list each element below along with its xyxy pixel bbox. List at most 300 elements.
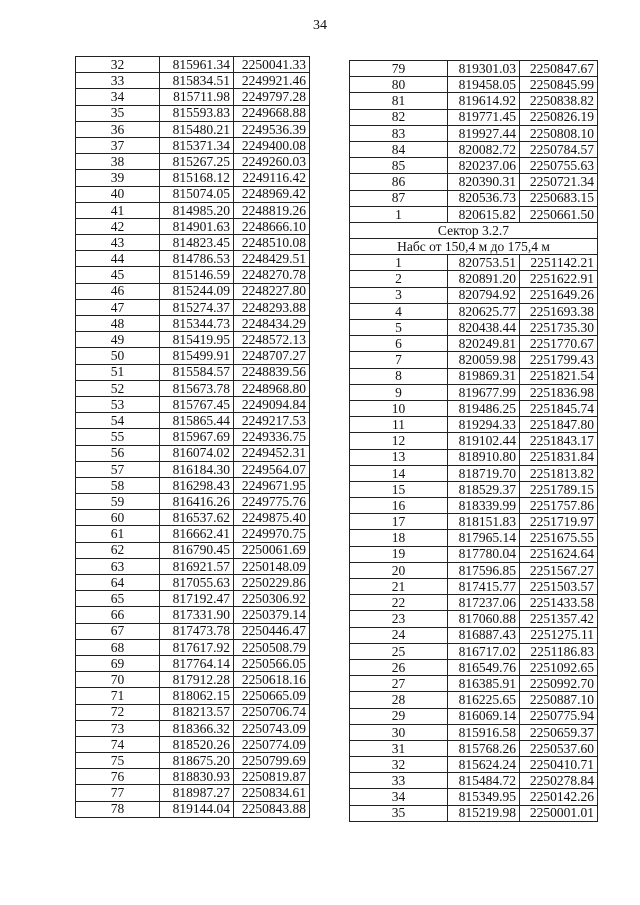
x-coordinate: 815267.25 — [160, 154, 234, 170]
table-row — [350, 255, 598, 271]
table-row — [350, 708, 598, 724]
point-number: 63 — [76, 558, 160, 574]
table-row — [76, 542, 310, 558]
point-number: 65 — [76, 591, 160, 607]
x-coordinate: 818520.26 — [160, 736, 234, 752]
coordinates-table-left — [75, 56, 310, 818]
point-number: 73 — [76, 720, 160, 736]
x-coordinate: 815168.12 — [160, 170, 234, 186]
x-coordinate: 819458.05 — [448, 77, 520, 93]
point-number: 60 — [76, 510, 160, 526]
x-coordinate: 818719.70 — [448, 465, 520, 481]
x-coordinate: 818366.32 — [160, 720, 234, 736]
x-coordinate: 814823.45 — [160, 235, 234, 251]
table-row — [350, 93, 598, 109]
y-coordinate: 2251092.65 — [520, 659, 598, 675]
point-number: 31 — [350, 740, 448, 756]
table-row — [76, 575, 310, 591]
x-coordinate: 818529.37 — [448, 481, 520, 497]
table-row — [76, 89, 310, 105]
y-coordinate: 2251799.43 — [520, 352, 598, 368]
point-number: 13 — [350, 449, 448, 465]
y-coordinate: 2250799.69 — [234, 753, 310, 769]
x-coordinate: 820438.44 — [448, 320, 520, 336]
y-coordinate: 2250659.37 — [520, 724, 598, 740]
y-coordinate: 2250838.82 — [520, 93, 598, 109]
x-coordinate: 815244.09 — [160, 283, 234, 299]
x-coordinate: 816921.57 — [160, 558, 234, 574]
point-number: 33 — [76, 73, 160, 89]
table-row — [76, 251, 310, 267]
table-row — [76, 753, 310, 769]
y-coordinate: 2248666.10 — [234, 218, 310, 234]
point-number: 52 — [76, 380, 160, 396]
table-row — [350, 514, 598, 530]
y-coordinate: 2250845.99 — [520, 77, 598, 93]
x-coordinate: 819771.45 — [448, 109, 520, 125]
point-number: 33 — [350, 773, 448, 789]
y-coordinate: 2249116.42 — [234, 170, 310, 186]
y-coordinate: 2251503.57 — [520, 579, 598, 595]
table-row — [76, 154, 310, 170]
table-row — [76, 607, 310, 623]
y-coordinate: 2248969.42 — [234, 186, 310, 202]
table-row — [350, 659, 598, 675]
point-number: 43 — [76, 235, 160, 251]
table-row — [350, 740, 598, 756]
table-row — [350, 303, 598, 319]
table-row — [76, 105, 310, 121]
table-row — [76, 413, 310, 429]
table-row — [350, 384, 598, 400]
y-coordinate: 2250306.92 — [234, 591, 310, 607]
table-row — [76, 494, 310, 510]
table-row — [350, 773, 598, 789]
y-coordinate: 2248270.78 — [234, 267, 310, 283]
x-coordinate: 817473.78 — [160, 623, 234, 639]
table-row — [76, 396, 310, 412]
table-row — [76, 736, 310, 752]
x-coordinate: 816385.91 — [448, 676, 520, 692]
point-number: 49 — [76, 332, 160, 348]
x-coordinate: 818213.57 — [160, 704, 234, 720]
point-number: 55 — [76, 429, 160, 445]
point-number: 85 — [350, 158, 448, 174]
point-number: 35 — [350, 805, 448, 821]
point-number: 64 — [76, 575, 160, 591]
x-coordinate: 815834.51 — [160, 73, 234, 89]
x-coordinate: 819301.03 — [448, 61, 520, 77]
y-coordinate: 2249970.75 — [234, 526, 310, 542]
x-coordinate: 817331.90 — [160, 607, 234, 623]
y-coordinate: 2251649.26 — [520, 287, 598, 303]
point-number: 79 — [350, 61, 448, 77]
y-coordinate: 2250508.79 — [234, 639, 310, 655]
point-number: 51 — [76, 364, 160, 380]
point-number: 39 — [76, 170, 160, 186]
y-coordinate: 2248293.88 — [234, 299, 310, 315]
table-row — [350, 368, 598, 384]
point-number: 34 — [76, 89, 160, 105]
y-coordinate: 2250826.19 — [520, 109, 598, 125]
section-row — [350, 222, 598, 238]
x-coordinate: 814901.63 — [160, 218, 234, 234]
point-number: 17 — [350, 514, 448, 530]
table-row — [350, 61, 598, 77]
point-number: 81 — [350, 93, 448, 109]
y-coordinate: 2250808.10 — [520, 125, 598, 141]
page-number: 34 — [313, 18, 327, 33]
x-coordinate: 819614.92 — [448, 93, 520, 109]
x-coordinate: 816549.76 — [448, 659, 520, 675]
table-row — [76, 186, 310, 202]
x-coordinate: 815673.78 — [160, 380, 234, 396]
point-number: 34 — [350, 789, 448, 805]
section-row — [350, 239, 598, 255]
point-number: 80 — [350, 77, 448, 93]
x-coordinate: 816416.26 — [160, 494, 234, 510]
point-number: 29 — [350, 708, 448, 724]
y-coordinate: 2248429.51 — [234, 251, 310, 267]
x-coordinate: 815711.98 — [160, 89, 234, 105]
point-number: 32 — [350, 757, 448, 773]
x-coordinate: 815344.73 — [160, 316, 234, 332]
table-row — [350, 481, 598, 497]
point-number: 6 — [350, 336, 448, 352]
point-number: 71 — [76, 688, 160, 704]
table-row — [76, 73, 310, 89]
point-number: 35 — [76, 105, 160, 121]
x-coordinate: 815916.58 — [448, 724, 520, 740]
y-coordinate: 2251770.67 — [520, 336, 598, 352]
table-row — [76, 364, 310, 380]
y-coordinate: 2250446.47 — [234, 623, 310, 639]
y-coordinate: 2251843.17 — [520, 433, 598, 449]
x-coordinate: 815624.24 — [448, 757, 520, 773]
x-coordinate: 815768.26 — [448, 740, 520, 756]
y-coordinate: 2249094.84 — [234, 396, 310, 412]
y-coordinate: 2249564.07 — [234, 461, 310, 477]
table-row — [76, 57, 310, 73]
table-row — [76, 510, 310, 526]
x-coordinate: 820059.98 — [448, 352, 520, 368]
table-row — [76, 704, 310, 720]
point-number: 62 — [76, 542, 160, 558]
y-coordinate: 2251433.58 — [520, 595, 598, 611]
y-coordinate: 2249668.88 — [234, 105, 310, 121]
table-row — [76, 720, 310, 736]
y-coordinate: 2248434.29 — [234, 316, 310, 332]
point-number: 19 — [350, 546, 448, 562]
y-coordinate: 2250992.70 — [520, 676, 598, 692]
y-coordinate: 2248227.80 — [234, 283, 310, 299]
y-coordinate: 2249336.75 — [234, 429, 310, 445]
y-coordinate: 2249775.76 — [234, 494, 310, 510]
point-number: 25 — [350, 643, 448, 659]
point-number: 58 — [76, 477, 160, 493]
table-row — [350, 805, 598, 821]
y-coordinate: 2251789.15 — [520, 481, 598, 497]
y-coordinate: 2249797.28 — [234, 89, 310, 105]
y-coordinate: 2250410.71 — [520, 757, 598, 773]
y-coordinate: 2251275.11 — [520, 627, 598, 643]
point-number: 48 — [76, 316, 160, 332]
x-coordinate: 819927.44 — [448, 125, 520, 141]
point-number: 21 — [350, 579, 448, 595]
x-coordinate: 815593.83 — [160, 105, 234, 121]
point-number: 7 — [350, 352, 448, 368]
point-number: 75 — [76, 753, 160, 769]
y-coordinate: 2250774.09 — [234, 736, 310, 752]
point-number: 28 — [350, 692, 448, 708]
table-row — [350, 109, 598, 125]
table-row — [76, 380, 310, 396]
coordinates-table-right — [349, 60, 598, 822]
point-number: 27 — [350, 676, 448, 692]
y-coordinate: 2251567.27 — [520, 562, 598, 578]
table-row — [76, 672, 310, 688]
x-coordinate: 820891.20 — [448, 271, 520, 287]
point-number: 87 — [350, 190, 448, 206]
sector-height-range: Набс от 150,4 м до 175,4 м — [350, 239, 598, 255]
x-coordinate: 820390.31 — [448, 174, 520, 190]
y-coordinate: 2251624.64 — [520, 546, 598, 562]
table-row — [76, 218, 310, 234]
table-row — [350, 789, 598, 805]
point-number: 56 — [76, 445, 160, 461]
table-row — [350, 530, 598, 546]
y-coordinate: 2251142.21 — [520, 255, 598, 271]
point-number: 2 — [350, 271, 448, 287]
point-number: 83 — [350, 125, 448, 141]
y-coordinate: 2251357.42 — [520, 611, 598, 627]
sector-title: Сектор 3.2.7 — [350, 222, 598, 238]
x-coordinate: 815961.34 — [160, 57, 234, 73]
point-number: 1 — [350, 255, 448, 271]
point-number: 41 — [76, 202, 160, 218]
table-row — [76, 461, 310, 477]
table-row — [350, 676, 598, 692]
x-coordinate: 819144.04 — [160, 801, 234, 817]
table-row — [350, 174, 598, 190]
x-coordinate: 815074.05 — [160, 186, 234, 202]
y-coordinate: 2249536.39 — [234, 121, 310, 137]
y-coordinate: 2250847.67 — [520, 61, 598, 77]
table-row — [350, 757, 598, 773]
y-coordinate: 2251831.84 — [520, 449, 598, 465]
table-row — [350, 206, 598, 222]
table-row — [350, 611, 598, 627]
table-row — [76, 332, 310, 348]
point-number: 37 — [76, 137, 160, 153]
y-coordinate: 2251719.97 — [520, 514, 598, 530]
x-coordinate: 820794.92 — [448, 287, 520, 303]
point-number: 30 — [350, 724, 448, 740]
point-number: 74 — [76, 736, 160, 752]
table-row — [350, 643, 598, 659]
point-number: 5 — [350, 320, 448, 336]
x-coordinate: 817192.47 — [160, 591, 234, 607]
x-coordinate: 815219.98 — [448, 805, 520, 821]
x-coordinate: 817764.14 — [160, 655, 234, 671]
table-row — [76, 137, 310, 153]
table-row — [350, 595, 598, 611]
point-number: 77 — [76, 785, 160, 801]
table-row — [350, 158, 598, 174]
point-number: 36 — [76, 121, 160, 137]
table-row — [76, 688, 310, 704]
point-number: 68 — [76, 639, 160, 655]
y-coordinate: 2250887.10 — [520, 692, 598, 708]
table-row — [350, 352, 598, 368]
point-number: 54 — [76, 413, 160, 429]
point-number: 76 — [76, 769, 160, 785]
table-row — [76, 769, 310, 785]
x-coordinate: 819486.25 — [448, 400, 520, 416]
x-coordinate: 815349.95 — [448, 789, 520, 805]
x-coordinate: 816184.30 — [160, 461, 234, 477]
point-number: 47 — [76, 299, 160, 315]
point-number: 40 — [76, 186, 160, 202]
x-coordinate: 818910.80 — [448, 449, 520, 465]
y-coordinate: 2250061.69 — [234, 542, 310, 558]
x-coordinate: 820237.06 — [448, 158, 520, 174]
table-row — [350, 692, 598, 708]
x-coordinate: 819102.44 — [448, 433, 520, 449]
y-coordinate: 2251821.54 — [520, 368, 598, 384]
point-number: 61 — [76, 526, 160, 542]
y-coordinate: 2249217.53 — [234, 413, 310, 429]
point-number: 12 — [350, 433, 448, 449]
point-number: 70 — [76, 672, 160, 688]
table-row — [76, 429, 310, 445]
point-number: 8 — [350, 368, 448, 384]
y-coordinate: 2248968.80 — [234, 380, 310, 396]
x-coordinate: 817780.04 — [448, 546, 520, 562]
y-coordinate: 2251813.82 — [520, 465, 598, 481]
x-coordinate: 815419.95 — [160, 332, 234, 348]
y-coordinate: 2249400.08 — [234, 137, 310, 153]
x-coordinate: 817055.63 — [160, 575, 234, 591]
y-coordinate: 2248819.26 — [234, 202, 310, 218]
y-coordinate: 2250665.09 — [234, 688, 310, 704]
point-number: 86 — [350, 174, 448, 190]
x-coordinate: 820536.73 — [448, 190, 520, 206]
x-coordinate: 818339.99 — [448, 498, 520, 514]
x-coordinate: 817617.92 — [160, 639, 234, 655]
point-number: 23 — [350, 611, 448, 627]
table-row — [76, 558, 310, 574]
y-coordinate: 2250706.74 — [234, 704, 310, 720]
table-row — [76, 655, 310, 671]
y-coordinate: 2248839.56 — [234, 364, 310, 380]
point-number: 69 — [76, 655, 160, 671]
x-coordinate: 815274.37 — [160, 299, 234, 315]
y-coordinate: 2250566.05 — [234, 655, 310, 671]
point-number: 24 — [350, 627, 448, 643]
y-coordinate: 2249875.40 — [234, 510, 310, 526]
table-row — [76, 785, 310, 801]
y-coordinate: 2250001.01 — [520, 805, 598, 821]
point-number: 18 — [350, 530, 448, 546]
table-row — [76, 639, 310, 655]
y-coordinate: 2251757.86 — [520, 498, 598, 514]
point-number: 46 — [76, 283, 160, 299]
x-coordinate: 815584.57 — [160, 364, 234, 380]
table-row — [350, 336, 598, 352]
table-row — [350, 433, 598, 449]
point-number: 15 — [350, 481, 448, 497]
point-number: 53 — [76, 396, 160, 412]
table-row — [76, 348, 310, 364]
x-coordinate: 820625.77 — [448, 303, 520, 319]
x-coordinate: 818675.20 — [160, 753, 234, 769]
y-coordinate: 2250843.88 — [234, 801, 310, 817]
y-coordinate: 2250142.26 — [520, 789, 598, 805]
point-number: 32 — [76, 57, 160, 73]
y-coordinate: 2251622.91 — [520, 271, 598, 287]
y-coordinate: 2250743.09 — [234, 720, 310, 736]
y-coordinate: 2250775.94 — [520, 708, 598, 724]
table-row — [350, 141, 598, 157]
table-row — [76, 591, 310, 607]
x-coordinate: 815480.21 — [160, 121, 234, 137]
point-number: 16 — [350, 498, 448, 514]
table-row — [76, 445, 310, 461]
y-coordinate: 2250229.86 — [234, 575, 310, 591]
table-row — [76, 170, 310, 186]
table-row — [76, 623, 310, 639]
table-row — [76, 526, 310, 542]
point-number: 66 — [76, 607, 160, 623]
y-coordinate: 2251675.55 — [520, 530, 598, 546]
point-number: 22 — [350, 595, 448, 611]
y-coordinate: 2251186.83 — [520, 643, 598, 659]
table-row — [350, 320, 598, 336]
table-row — [350, 562, 598, 578]
table-row — [350, 125, 598, 141]
table-row — [350, 271, 598, 287]
table-row — [76, 202, 310, 218]
x-coordinate: 818987.27 — [160, 785, 234, 801]
x-coordinate: 815499.91 — [160, 348, 234, 364]
table-row — [76, 316, 310, 332]
point-number: 50 — [76, 348, 160, 364]
x-coordinate: 820753.51 — [448, 255, 520, 271]
point-number: 4 — [350, 303, 448, 319]
point-number: 3 — [350, 287, 448, 303]
table-row — [76, 267, 310, 283]
table-row — [350, 77, 598, 93]
x-coordinate: 818151.83 — [448, 514, 520, 530]
x-coordinate: 815767.45 — [160, 396, 234, 412]
y-coordinate: 2251847.80 — [520, 417, 598, 433]
y-coordinate: 2249671.95 — [234, 477, 310, 493]
x-coordinate: 817596.85 — [448, 562, 520, 578]
table-row — [350, 724, 598, 740]
point-number: 67 — [76, 623, 160, 639]
table-row — [350, 400, 598, 416]
y-coordinate: 2250618.16 — [234, 672, 310, 688]
table-row — [350, 627, 598, 643]
point-number: 44 — [76, 251, 160, 267]
x-coordinate: 815967.69 — [160, 429, 234, 445]
table-row — [76, 299, 310, 315]
x-coordinate: 815146.59 — [160, 267, 234, 283]
x-coordinate: 816298.43 — [160, 477, 234, 493]
x-coordinate: 816717.02 — [448, 643, 520, 659]
point-number: 1 — [350, 206, 448, 222]
